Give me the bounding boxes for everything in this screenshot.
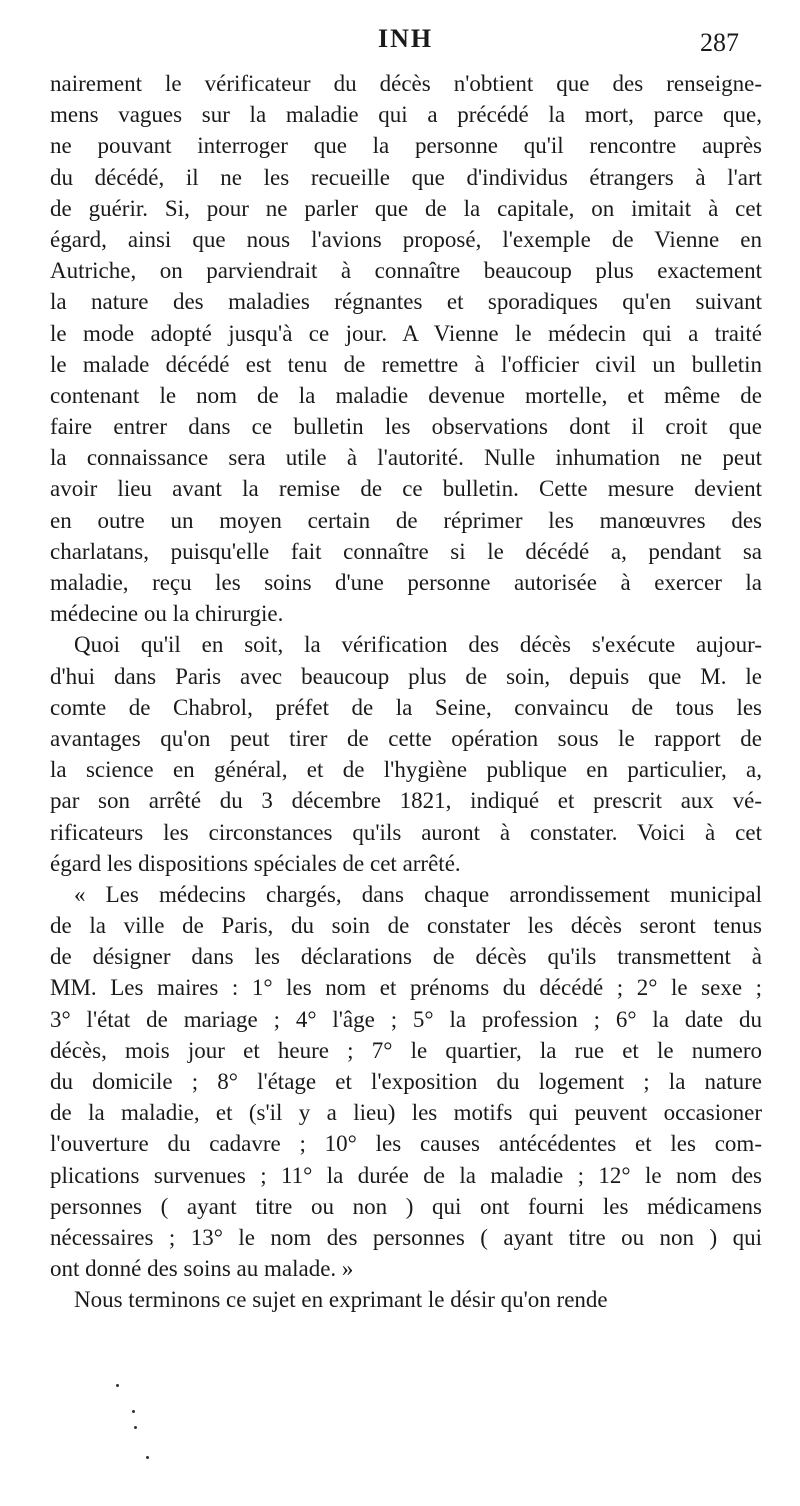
text-line: de la ville de Paris, du soin de constater les décès seront tenus [50,913,762,939]
text-line: Quoi qu'il en soit, la vérification des décès s'exécute aujour- [74,632,762,658]
text-line: de la maladie, et (s'il y a lieu) les motifs qui peuvent occasioner [50,1100,762,1126]
text-line: avantages qu'on peut tirer de cette opération sous le rapport de [50,725,762,751]
text-line: de guérir. Si, pour ne parler que de la capitale, on imitait à cet [50,195,762,221]
text-line: Autriche, on parviendrait à connaître beaucoup plus exactement [50,258,762,284]
text-line: le mode adopté jusqu'à ce jour. A Vienne le médecin qui a traité [50,320,762,346]
text-line: la connaissance sera utile à l'autorité. Nulle inhumation ne peut [50,445,762,471]
speck [134,1426,137,1429]
text-line: d'hui dans Paris avec beaucoup plus de soin, depuis que M. le [50,663,762,689]
text-line: l'ouverture du cadavre ; 10° les causes antécédentes et les com- [50,1131,762,1157]
paragraph [50,1284,762,1315]
text-line: maladie, reçu les soins d'une personne autorisée à exercer la [50,570,762,595]
text-line: Nous terminons ce sujet en exprimant le désir qu'on rende [74,1287,608,1313]
text-line: faire entrer dans ce bulletin les observations dont il croit que [50,414,762,440]
text-line: rificateurs les circonstances qu'ils auront à constater. Voici à cet [50,819,762,845]
text-line: charlatans, puisqu'elle fait connaître si le décédé a, pendant sa [50,538,762,564]
page-number: 287 [700,28,739,57]
text-line: avoir lieu avant la remise de ce bulletin. Cette mesure devient [50,476,762,502]
running-head [0,24,800,64]
text-line: par son arrêté du 3 décembre 1821, indiqué et prescrit aux vé- [50,788,762,814]
paragraph [50,68,762,629]
text-line: médecine ou la chirurgie. [50,601,284,627]
text-line: nécessaires ; 13° le nom des personnes ( ayant titre ou non ) qui [50,1224,762,1250]
text-line: du décédé, il ne les recueille que d'individus étrangers à l'art [50,164,762,190]
speck [146,1456,149,1459]
text-line: décès, mois jour et heure ; 7° le quartier, la rue et le numero [50,1037,762,1063]
body-text [50,68,762,1316]
text-line: nairement le vérificateur du décès n'obtient que des renseigne- [50,71,762,96]
text-line: la science en général, et de l'hygiène publique en particulier, a, [50,757,762,783]
text-line: égard les dispositions spéciales de cet arrêté. [50,850,461,876]
speck [116,1384,119,1387]
paragraph [50,879,762,1284]
text-line: plications survenues ; 11° la durée de la maladie ; 12° le nom des [50,1162,762,1188]
text-line: la nature des maladies régnantes et sporadiques qu'en suivant [50,289,762,315]
text-line: MM. Les maires : 1° les nom et prénoms du décédé ; 2° le sexe ; [50,975,762,1001]
text-line: en outre un moyen certain de réprimer les manœuvres des [50,507,762,533]
text-line: « Les médecins chargés, dans chaque arrondissement municipal [74,881,762,907]
text-line: 3° l'état de mariage ; 4° l'âge ; 5° la profession ; 6° la date du [50,1006,762,1032]
running-head-title: INH [378,24,434,53]
text-line: personnes ( ayant titre ou non ) qui ont fourni les médicamens [50,1193,762,1219]
paragraph [50,629,762,879]
text-line: ne pouvant interroger que la personne qu'il rencontre auprès [50,133,762,159]
text-line: mens vagues sur la maladie qui a précédé la mort, parce que, [50,102,762,128]
speck [132,1410,135,1413]
text-line: comte de Chabrol, préfet de la Seine, convaincu de tous les [50,694,762,720]
text-line: contenant le nom de la maladie devenue mortelle, et même de [50,382,762,408]
text-line: le malade décédé est tenu de remettre à l'officier civil un bulletin [50,351,762,377]
text-line: du domicile ; 8° l'étage et l'exposition du logement ; la nature [50,1069,762,1094]
text-line: ont donné des soins au malade. » [50,1256,354,1282]
text-line: égard, ainsi que nous l'avions proposé, l'exemple de Vienne en [50,226,762,252]
text-line: de désigner dans les déclarations de décès qu'ils transmettent à [50,944,762,970]
